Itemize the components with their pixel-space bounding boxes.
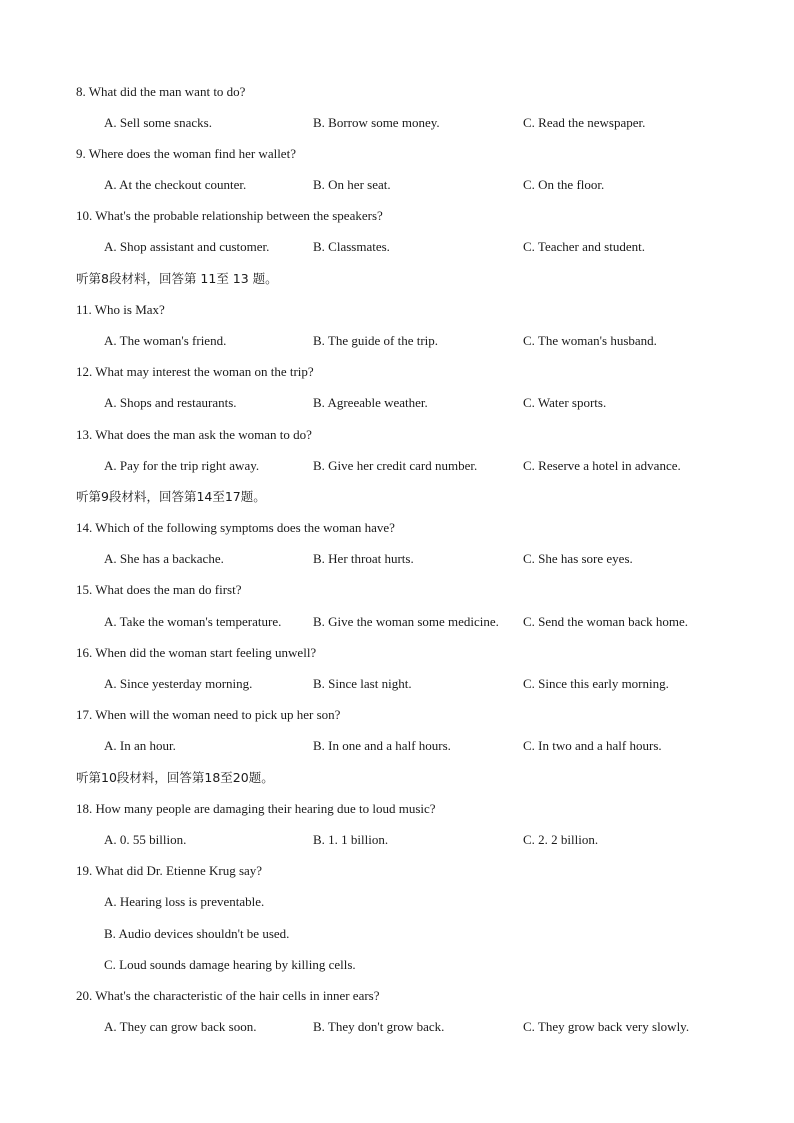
options-row-9 bbox=[0, 177, 794, 193]
option-b: B. Her throat hurts. bbox=[313, 551, 414, 566]
options-row-20 bbox=[0, 1019, 794, 1035]
question-19: 19. What did Dr. Etienne Krug say? bbox=[76, 863, 263, 878]
option-a: A. Sell some snacks. bbox=[104, 115, 212, 130]
option-c: C. Reserve a hotel in advance. bbox=[523, 458, 681, 473]
option-b: B. Since last night. bbox=[313, 676, 412, 691]
options-row-8 bbox=[0, 115, 794, 131]
section-heading-10: 听第10段材料，回答第18至20题。 bbox=[76, 770, 274, 785]
option-b: B. Classmates. bbox=[313, 239, 390, 254]
option-b: B. They don't grow back. bbox=[313, 1019, 445, 1034]
option-b: B. In one and a half hours. bbox=[313, 738, 451, 753]
option-c: C. Read the newspaper. bbox=[523, 115, 646, 130]
question-14: 14. Which of the following symptoms does the woman have? bbox=[76, 520, 395, 535]
question-18: 18. How many people are damaging their hearing due to loud music? bbox=[76, 801, 436, 816]
option-b-line: B. Audio devices shouldn't be used. bbox=[104, 926, 290, 941]
options-row-12 bbox=[0, 395, 794, 411]
option-a: A. At the checkout counter. bbox=[104, 177, 247, 192]
question-10: 10. What's the probable relationship between the speakers? bbox=[76, 208, 383, 223]
option-a-line: A. Hearing loss is preventable. bbox=[104, 894, 265, 909]
question-8: 8. What did the man want to do? bbox=[76, 84, 246, 99]
options-row-14 bbox=[0, 551, 794, 567]
option-a: A. Shop assistant and customer. bbox=[104, 239, 270, 254]
question-15: 15. What does the man do first? bbox=[76, 582, 242, 597]
option-c: C. Send the woman back home. bbox=[523, 614, 688, 629]
question-20: 20. What's the characteristic of the hair cells in inner ears? bbox=[76, 988, 380, 1003]
option-c: C. Teacher and student. bbox=[523, 239, 645, 254]
question-13: 13. What does the man ask the woman to do? bbox=[76, 427, 312, 442]
option-b: B. The guide of the trip. bbox=[313, 333, 439, 348]
option-a: A. Take the woman's temperature. bbox=[104, 614, 282, 629]
options-row-17 bbox=[0, 738, 794, 754]
option-c-line: C. Loud sounds damage hearing by killing cells. bbox=[104, 957, 356, 972]
question-12: 12. What may interest the woman on the trip? bbox=[76, 364, 314, 379]
option-b: B. Agreeable weather. bbox=[313, 395, 428, 410]
section-heading-9: 听第9段材料，回答第14至17题。 bbox=[76, 489, 266, 504]
section-heading-8: 听第8段材料，回答第 11至 13 题。 bbox=[76, 271, 278, 286]
option-a: A. Pay for the trip right away. bbox=[104, 458, 260, 473]
option-b: B. Give the woman some medicine. bbox=[313, 614, 499, 629]
options-row-18 bbox=[0, 832, 794, 848]
question-11: 11. Who is Max? bbox=[76, 302, 165, 317]
options-row-10 bbox=[0, 239, 794, 255]
option-b: B. On her seat. bbox=[313, 177, 391, 192]
option-b: B. Borrow some money. bbox=[313, 115, 440, 130]
option-c: C. Water sports. bbox=[523, 395, 607, 410]
option-c: C. She has sore eyes. bbox=[523, 551, 633, 566]
option-a: A. Shops and restaurants. bbox=[104, 395, 237, 410]
options-row-13 bbox=[0, 458, 794, 474]
option-a: A. 0. 55 billion. bbox=[104, 832, 187, 847]
question-9: 9. Where does the woman find her wallet? bbox=[76, 146, 296, 161]
option-a: A. She has a backache. bbox=[104, 551, 224, 566]
options-row-11 bbox=[0, 333, 794, 349]
question-17: 17. When will the woman need to pick up her son? bbox=[76, 707, 341, 722]
option-a: A. Since yesterday morning. bbox=[104, 676, 253, 691]
option-a: A. In an hour. bbox=[104, 738, 176, 753]
options-row-15 bbox=[0, 614, 794, 630]
option-b: B. 1. 1 billion. bbox=[313, 832, 389, 847]
option-c: C. The woman's husband. bbox=[523, 333, 657, 348]
option-a: A. The woman's friend. bbox=[104, 333, 227, 348]
option-c: C. On the floor. bbox=[523, 177, 605, 192]
option-c: C. They grow back very slowly. bbox=[523, 1019, 690, 1034]
option-c: C. In two and a half hours. bbox=[523, 738, 662, 753]
option-a: A. They can grow back soon. bbox=[104, 1019, 257, 1034]
option-c: C. 2. 2 billion. bbox=[523, 832, 599, 847]
option-b: B. Give her credit card number. bbox=[313, 458, 478, 473]
question-16: 16. When did the woman start feeling unwell? bbox=[76, 645, 317, 660]
option-c: C. Since this early morning. bbox=[523, 676, 669, 691]
options-row-16 bbox=[0, 676, 794, 692]
